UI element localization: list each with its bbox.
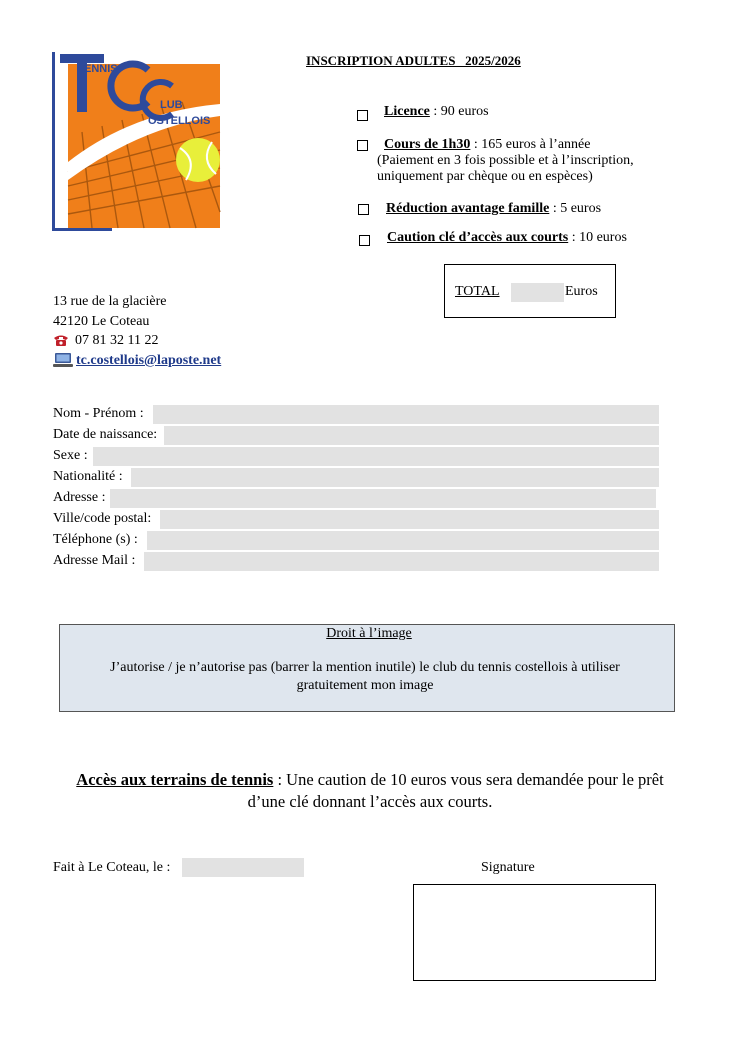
- field-ville-code: [53, 510, 659, 530]
- telephone-input[interactable]: [147, 531, 659, 550]
- adresse-mail-input[interactable]: [144, 552, 659, 571]
- field-sexe: [53, 447, 659, 467]
- club-logo: [52, 52, 222, 232]
- computer-icon: [53, 352, 73, 368]
- tennis-court-logo-graphic: [52, 52, 222, 232]
- total-input[interactable]: [511, 283, 564, 302]
- field-label: Date de naissance:: [53, 427, 158, 442]
- option-cours: [355, 137, 695, 187]
- option-price: : 90 euros: [429, 104, 489, 119]
- option-label: Caution clé d’accès aux courts: [387, 230, 569, 245]
- field-label: Nationalité :: [53, 469, 123, 484]
- field-nationalite: [53, 468, 659, 488]
- page-title: INSCRIPTION ADULTES 2025/2026: [306, 53, 521, 68]
- court-access-title: Accès aux terrains de tennis: [76, 770, 274, 789]
- field-adresse: [53, 489, 659, 509]
- ville-code-input[interactable]: [160, 510, 659, 529]
- option-price: : 10 euros: [568, 230, 627, 245]
- checkbox[interactable]: [358, 204, 369, 215]
- svg-text:OSTELLOIS: OSTELLOIS: [148, 115, 211, 127]
- field-date-naissance: [53, 426, 659, 446]
- field-label: Sexe :: [53, 448, 88, 463]
- option-reduction: [355, 201, 655, 221]
- sexe-input[interactable]: [93, 447, 659, 466]
- field-nom-prenom: [53, 405, 659, 425]
- svg-text:ENNIS: ENNIS: [84, 63, 118, 75]
- signature-label: Signature: [481, 860, 535, 875]
- field-label: Adresse Mail :: [53, 553, 136, 568]
- nom-prenom-input[interactable]: [153, 405, 659, 424]
- court-access-text: : Une caution de 10 euros vous sera demandée pour le prêt d’une clé donnant l’accès aux courts.: [247, 770, 664, 811]
- phone-number: 07 81 32 11 22: [75, 333, 159, 348]
- field-adresse-mail: [53, 552, 659, 572]
- address-city: 42120 Le Coteau: [53, 314, 150, 329]
- phone-icon: [53, 333, 69, 347]
- option-note: uniquement par chèque ou en espèces): [377, 169, 593, 184]
- option-price: : 5 euros: [549, 201, 602, 216]
- field-label: Téléphone (s) :: [53, 532, 138, 547]
- place-date-label: Fait à Le Coteau, le :: [53, 860, 171, 875]
- option-caution: [355, 230, 655, 250]
- total-label: TOTAL: [455, 284, 500, 299]
- option-label: Cours de 1h30: [384, 137, 471, 152]
- option-licence: [355, 104, 655, 124]
- date-naissance-input[interactable]: [164, 426, 659, 445]
- field-label: Ville/code postal:: [53, 511, 152, 526]
- field-label: Nom - Prénom :: [53, 406, 144, 421]
- place-date-input[interactable]: [182, 858, 304, 877]
- total-unit: Euros: [565, 284, 598, 299]
- option-price: : 165 euros à l’année: [470, 137, 591, 152]
- court-access-notice: [60, 769, 680, 813]
- option-label: Réduction avantage famille: [386, 201, 550, 216]
- option-note: (Paiement en 3 fois possible et à l’inscription,: [377, 153, 634, 168]
- image-rights-text: J’autorise / je n’autorise pas (barrer la mention inutile) le club du tennis costellois à utiliser gratuitement mon image: [110, 660, 620, 693]
- checkbox[interactable]: [359, 235, 370, 246]
- adresse-input[interactable]: [110, 489, 656, 508]
- field-label: Adresse :: [53, 490, 106, 505]
- svg-text:LUB: LUB: [160, 99, 183, 111]
- checkbox[interactable]: [357, 140, 368, 151]
- checkbox[interactable]: [357, 110, 368, 121]
- option-label: Licence: [384, 104, 430, 119]
- address-street: 13 rue de la glacière: [53, 294, 167, 309]
- email-link[interactable]: tc.costellois@laposte.net: [76, 353, 222, 368]
- nationalite-input[interactable]: [131, 468, 659, 487]
- field-telephone: [53, 531, 659, 551]
- signature-box[interactable]: [413, 884, 656, 981]
- image-rights-title: Droit à l’image: [326, 626, 412, 641]
